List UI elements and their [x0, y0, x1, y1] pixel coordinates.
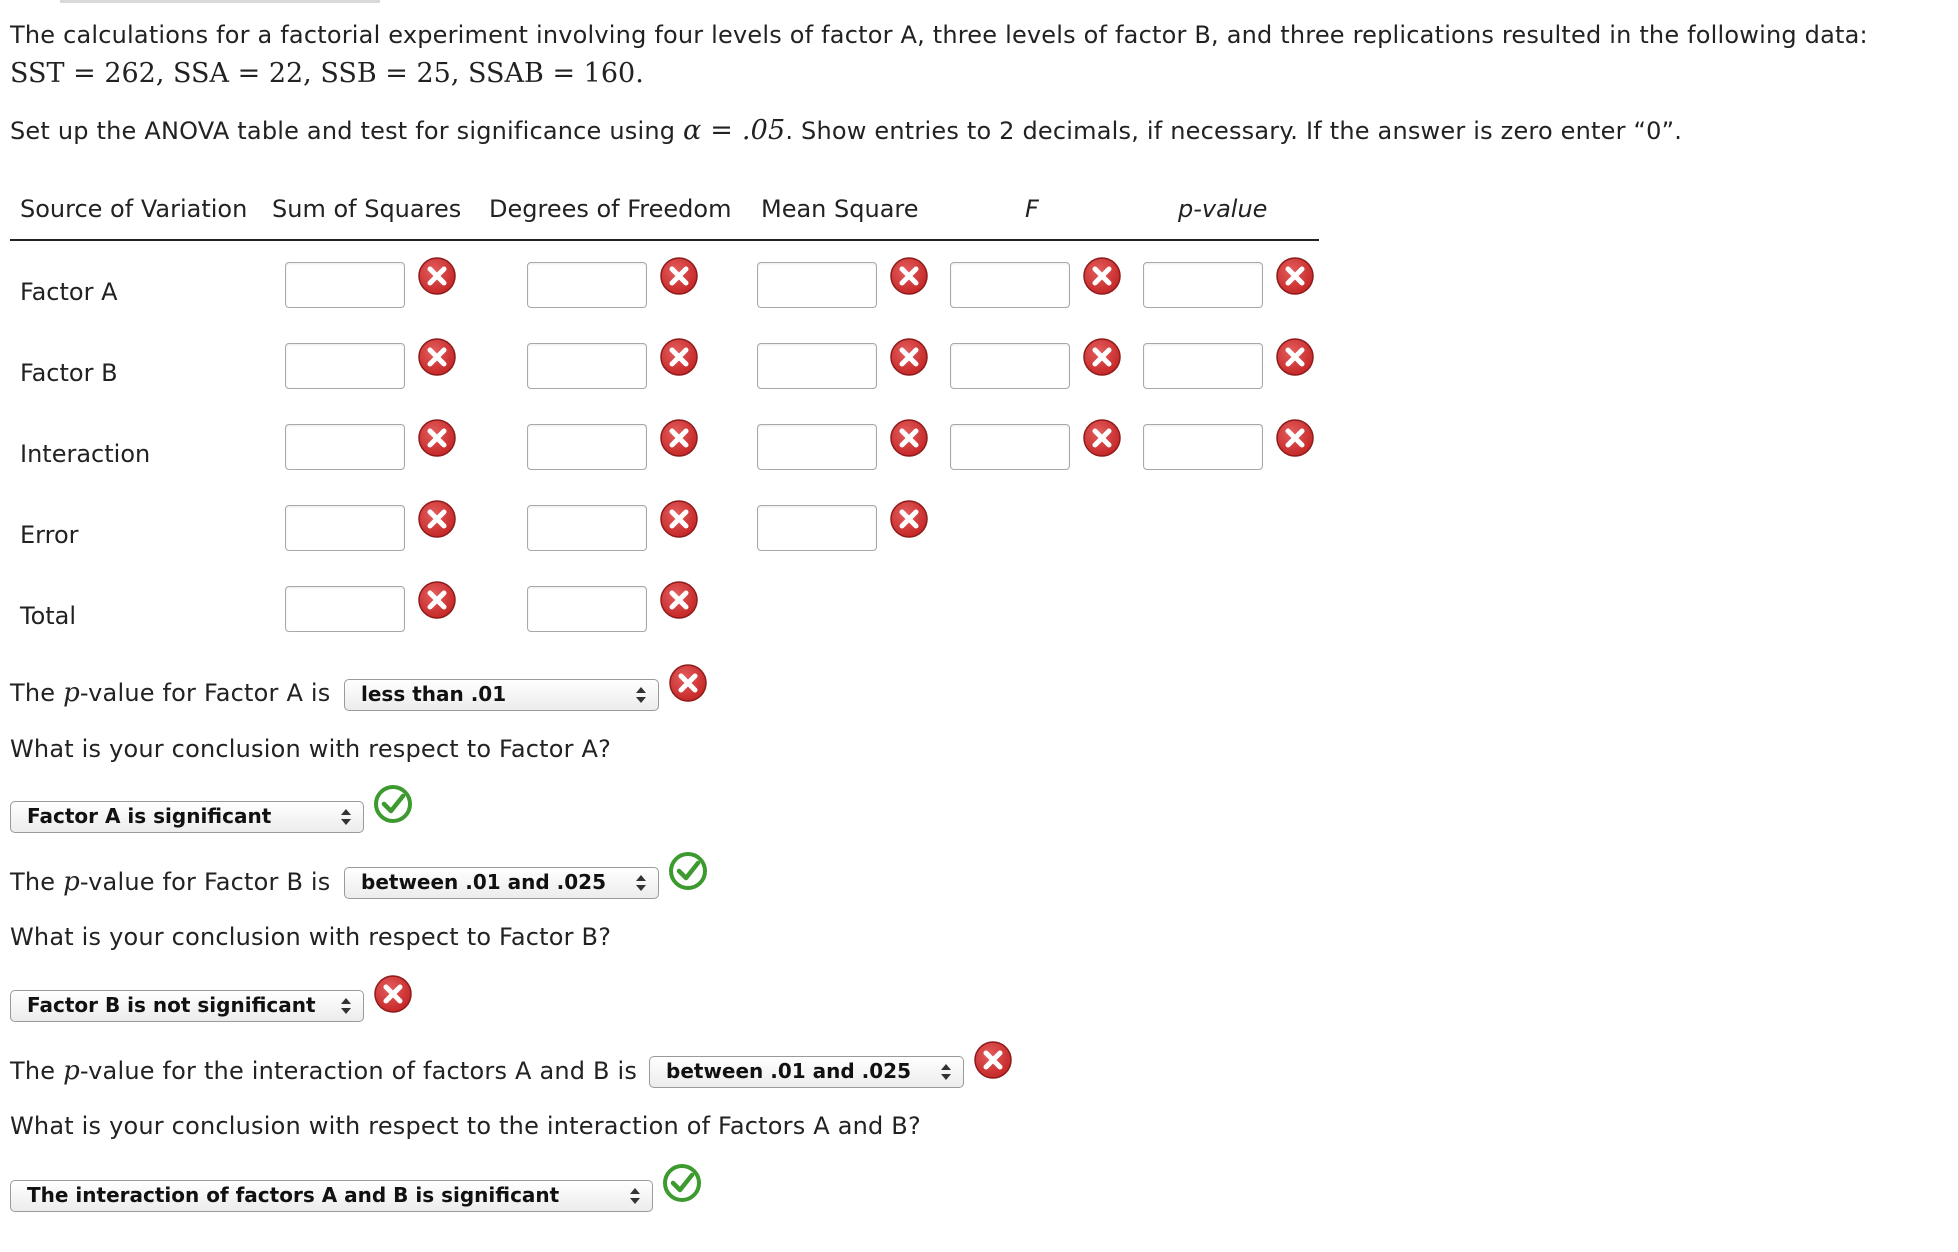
x-icon: [1082, 256, 1122, 296]
header-source: Source of Variation: [20, 195, 248, 223]
instructions: [10, 116, 1682, 146]
factor-a-mean-square-input[interactable]: [757, 262, 877, 308]
conclusion-factor-b-selected: Factor B is not significant: [27, 993, 316, 1017]
interaction-mean-square-input[interactable]: [757, 424, 877, 470]
header-f: F: [1025, 195, 1039, 223]
select-arrows-icon: [630, 1188, 640, 1204]
x-icon: [417, 337, 457, 377]
factor-b-mean-square-input[interactable]: [757, 343, 877, 389]
error-sum-of-squares-input[interactable]: [285, 505, 405, 551]
p-value-factor-b-select[interactable]: [344, 867, 659, 899]
question-conclusion-factor-a: What is your conclusion with respect to Factor A?: [10, 735, 612, 763]
row-label-total: Total: [20, 602, 77, 630]
question-p-factor-a-start: The: [10, 679, 64, 707]
x-icon: [1082, 337, 1122, 377]
x-icon: [889, 418, 929, 458]
question-p-interaction-start: The: [10, 1057, 64, 1085]
total-degrees-of-freedom-input[interactable]: [527, 586, 647, 632]
question-p-factor-b: [10, 867, 331, 897]
interaction-degrees-of-freedom-input[interactable]: [527, 424, 647, 470]
x-icon: [889, 337, 929, 377]
p-symbol: p: [63, 678, 80, 708]
factor-b-sum-of-squares-input[interactable]: [285, 343, 405, 389]
instructions-text-start: Set up the ANOVA table and test for significance using: [10, 117, 684, 145]
problem-statement: The calculations for a factorial experiment involving four levels of factor A, three levels of factor B, and three replications resulted in the following data:: [10, 21, 1868, 49]
x-icon: [373, 974, 413, 1014]
conclusion-interaction-select[interactable]: [10, 1180, 653, 1212]
select-arrows-icon: [341, 998, 351, 1014]
row-label-error: Error: [20, 521, 79, 549]
p-value-interaction-selected: between .01 and .025: [666, 1059, 911, 1083]
question-p-factor-a: [10, 678, 330, 708]
x-icon: [659, 256, 699, 296]
x-icon: [668, 663, 708, 703]
factor-b-f-input[interactable]: [950, 343, 1070, 389]
row-label-factor-b: Factor B: [20, 359, 118, 387]
error-mean-square-input[interactable]: [757, 505, 877, 551]
x-icon: [889, 499, 929, 539]
question-p-factor-b-end: -value for Factor B is: [79, 868, 331, 896]
factor-a-degrees-of-freedom-input[interactable]: [527, 262, 647, 308]
header-p-value: p-value: [1178, 195, 1268, 223]
question-p-interaction-end: -value for the interaction of factors A and B is: [79, 1057, 638, 1085]
x-icon: [659, 580, 699, 620]
question-conclusion-interaction: What is your conclusion with respect to the interaction of Factors A and B?: [10, 1112, 921, 1140]
x-icon: [1275, 418, 1315, 458]
x-icon: [659, 337, 699, 377]
x-icon: [417, 418, 457, 458]
check-icon: [668, 851, 708, 891]
x-icon: [1275, 337, 1315, 377]
error-degrees-of-freedom-input[interactable]: [527, 505, 647, 551]
factor-a-p-value-input[interactable]: [1143, 262, 1263, 308]
x-icon: [659, 418, 699, 458]
check-icon: [662, 1163, 702, 1203]
x-icon: [973, 1040, 1013, 1080]
x-icon: [417, 580, 457, 620]
total-sum-of-squares-input[interactable]: [285, 586, 405, 632]
instructions-text-end: . Show entries to 2 decimals, if necessary. If the answer is zero enter “0”.: [785, 117, 1683, 145]
x-icon: [417, 256, 457, 296]
top-divider: [60, 0, 380, 3]
conclusion-factor-a-selected: Factor A is significant: [27, 804, 272, 828]
factor-b-p-value-input[interactable]: [1143, 343, 1263, 389]
conclusion-interaction-selected: The interaction of factors A and B is significant: [27, 1183, 560, 1207]
alpha-expression: α = .05: [683, 115, 786, 146]
x-icon: [659, 499, 699, 539]
row-label-interaction: Interaction: [20, 440, 151, 468]
select-arrows-icon: [941, 1064, 951, 1080]
conclusion-factor-b-select[interactable]: [10, 990, 364, 1022]
x-icon: [1275, 256, 1315, 296]
p-symbol: p: [63, 1056, 80, 1086]
x-icon: [417, 499, 457, 539]
interaction-sum-of-squares-input[interactable]: [285, 424, 405, 470]
p-value-factor-a-select[interactable]: [344, 679, 659, 711]
p-value-factor-a-selected: less than .01: [361, 682, 507, 706]
select-arrows-icon: [636, 875, 646, 891]
p-value-factor-b-selected: between .01 and .025: [361, 870, 606, 894]
header-rule: [10, 239, 1319, 241]
question-p-interaction: [10, 1056, 637, 1086]
x-icon: [1082, 418, 1122, 458]
given-data: SST = 262, SSA = 22, SSB = 25, SSAB = 160.: [10, 58, 644, 89]
interaction-p-value-input[interactable]: [1143, 424, 1263, 470]
row-label-factor-a: Factor A: [20, 278, 118, 306]
question-p-factor-b-start: The: [10, 868, 64, 896]
x-icon: [889, 256, 929, 296]
conclusion-factor-a-select[interactable]: [10, 801, 364, 833]
factor-a-sum-of-squares-input[interactable]: [285, 262, 405, 308]
header-sum-of-squares: Sum of Squares: [272, 195, 462, 223]
factor-b-degrees-of-freedom-input[interactable]: [527, 343, 647, 389]
header-degrees-of-freedom: Degrees of Freedom: [489, 195, 732, 223]
check-icon: [373, 784, 413, 824]
select-arrows-icon: [636, 687, 646, 703]
interaction-f-input[interactable]: [950, 424, 1070, 470]
factor-a-f-input[interactable]: [950, 262, 1070, 308]
p-symbol: p: [63, 867, 80, 897]
p-value-interaction-select[interactable]: [649, 1056, 964, 1088]
question-conclusion-factor-b: What is your conclusion with respect to Factor B?: [10, 923, 612, 951]
header-mean-square: Mean Square: [761, 195, 919, 223]
question-p-factor-a-end: -value for Factor A is: [79, 679, 331, 707]
select-arrows-icon: [341, 809, 351, 825]
